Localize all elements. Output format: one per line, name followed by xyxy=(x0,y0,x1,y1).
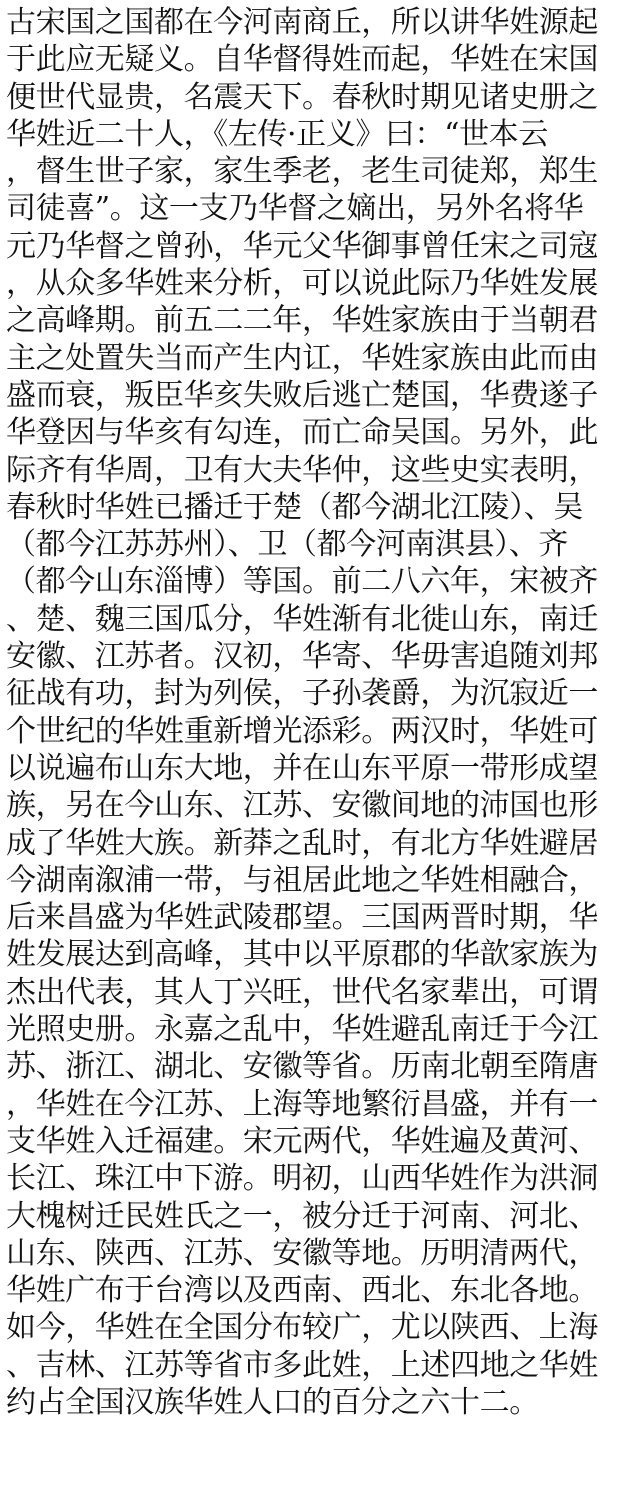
text-line: 、楚、魏三国瓜分，华姓渐有北徙山东，南迁 xyxy=(6,601,598,637)
text-line: 于此应无疑义。自华督得姓而起，华姓在宋国 xyxy=(6,42,598,78)
text-line: 安徽、江苏者。汉初，华寄、华毋害追随刘邦 xyxy=(6,639,598,675)
text-line: ，从众多华姓来分析，可以说此际乃华姓发展 xyxy=(6,266,598,302)
text-line: 光照史册。永嘉之乱中，华姓避乱南迁于今江 xyxy=(6,1012,598,1048)
text-line: 如今，华姓在全国分布较广，尤以陕西、上海 xyxy=(6,1310,598,1346)
text-line: 主之处置失当而产生内讧，华姓家族由此而由 xyxy=(6,340,598,376)
text-line: 成了华姓大族。新莽之乱时，有北方华姓避居 xyxy=(6,825,598,861)
text-line: 华姓近二十人，《左传·正义》曰：“世本云 xyxy=(6,116,548,152)
text-line: 族，另在今山东、江苏、安徽间地的沛国也形 xyxy=(6,788,598,824)
text-line: 长江、珠江中下游。明初，山西华姓作为洪洞 xyxy=(6,1161,598,1197)
text-line: 之高峰期。前五二二年，华姓家族由于当朝君 xyxy=(6,303,598,339)
text-line: 华登因与华亥有勾连，而亡命吴国。另外，此 xyxy=(6,415,598,451)
text-line: ，督生世子家，家生季老，老生司徒郑，郑生 xyxy=(6,154,598,190)
text-line: 古宋国之国都在今河南商丘，所以讲华姓源起 xyxy=(6,5,598,40)
text-line: 今湖南溆浦一带，与祖居此地之华姓相融合， xyxy=(6,862,598,898)
text-line: （都今山东淄博）等国。前二八六年，宋被齐 xyxy=(6,564,598,600)
text-line: 后来昌盛为华姓武陵郡望。三国两晋时期，华 xyxy=(6,900,598,936)
text-line: 春秋时华姓已播迁于楚（都今湖北江陵）、吴 xyxy=(6,489,583,525)
text-line: 山东、陕西、江苏、安徽等地。历明清两代， xyxy=(6,1235,598,1271)
text-line: 苏、浙江、湖北、安徽等省。历南北朝至隋唐 xyxy=(6,1049,598,1085)
text-line: 约占全国汉族华姓人口的百分之六十二。 xyxy=(6,1384,539,1420)
text-line: 姓发展达到高峰，其中以平原郡的华歆家族为 xyxy=(6,937,598,973)
text-line: （都今江苏苏州）、卫（都今河南淇县）、齐 xyxy=(6,527,568,563)
text-line: 支华姓入迁福建。宋元两代，华姓遍及黄河、 xyxy=(6,1123,598,1159)
text-line: 元乃华督之曾孙，华元父华御事曾任宋之司寇 xyxy=(6,228,598,264)
text-line: 盛而衰，叛臣华亥失败后逃亡楚国，华费遂子 xyxy=(6,377,598,413)
text-line: 征战有功，封为列侯，子孙袭爵，为沉寂近一 xyxy=(6,676,598,712)
text-line: 以说遍布山东大地，并在山东平原一带形成望 xyxy=(6,750,598,786)
text-line: 个世纪的华姓重新增光添彩。两汉时，华姓可 xyxy=(6,713,598,749)
text-line: ，华姓在今江苏、上海等地繁衍昌盛，并有一 xyxy=(6,1086,598,1122)
text-line: 司徒喜”。这一支乃华督之嫡出，另外名将华 xyxy=(6,191,584,227)
text-line: 大槐树迁民姓氏之一，被分迁于河南、河北、 xyxy=(6,1198,598,1234)
text-line: 、吉林、江苏等省市多此姓，上述四地之华姓 xyxy=(6,1347,598,1383)
text-line: 际齐有华周，卫有大夫华仲，这些史实表明， xyxy=(6,452,598,488)
text-line: 便世代显贵，名震天下。春秋时期见诸史册之 xyxy=(6,79,598,115)
text-line: 华姓广布于台湾以及西南、西北、东北各地。 xyxy=(6,1273,598,1309)
text-line: 杰出代表，其人丁兴旺，世代名家辈出，可谓 xyxy=(6,974,598,1010)
